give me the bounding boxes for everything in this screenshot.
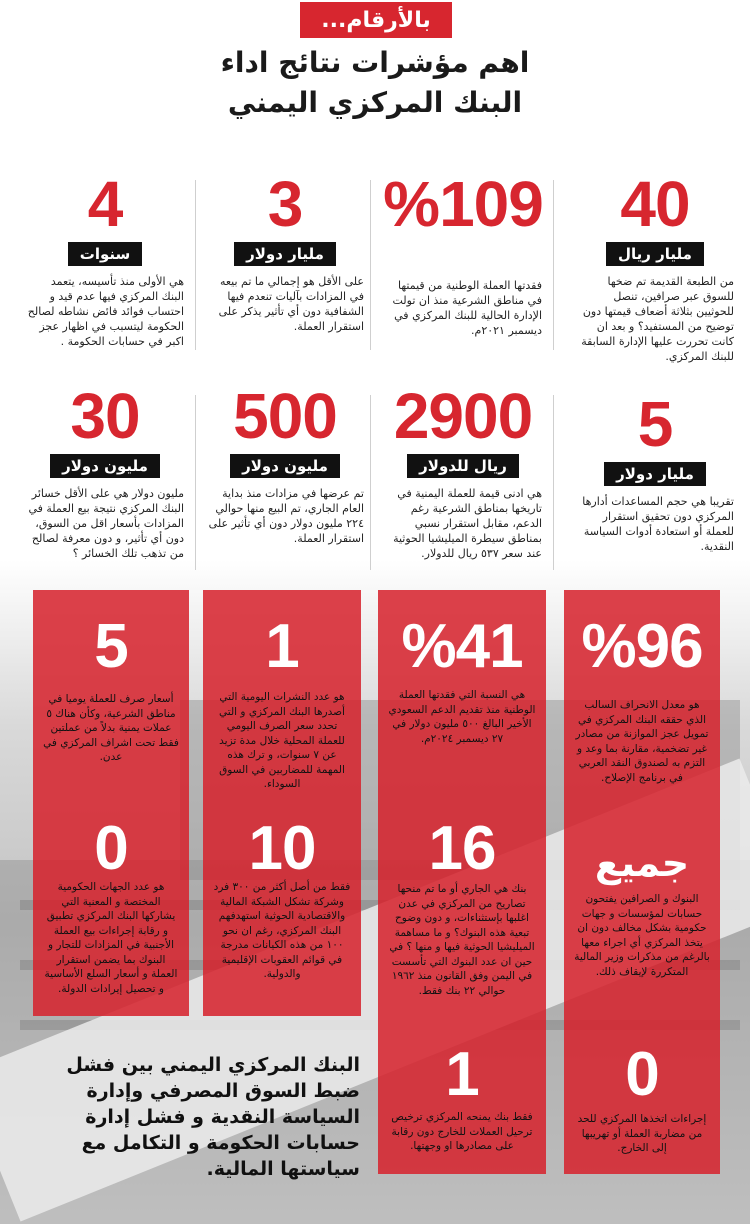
panel-description: هو عدد النشرات اليومية التي أصدرها البنك المركزي و التي تحدد سعر الصرف اليومي للعملة المحلية خلال مدة تزيد عن ٧ سنوات، و ترك هذه المهمة للمضاربين في السوق السوداء.: [219, 691, 345, 790]
stat-description: فقدتها العملة الوطنية من قيمتها في مناطق الشرعية منذ ان تولت الإدارة الحالية للبنك المركزي في ديسمبر ٢٠٢١م.: [392, 279, 542, 337]
stat-description: هي ادنى قيمة للعملة اليمنية في تاريخها بمناطق الشرعية رغم الدعم، مقابل استقرار نسبي بمناطق سيطرة الميليشيا الحوثية عند سعر ٥٣٧ ريال للدولار.: [393, 487, 542, 560]
stat-description: هي الأولى منذ تأسيسه، يتعمد البنك المركزي فيها عدم قيد و احتساب فوائد فائض نشاطه لصالح الحكومة ليتسبب في اظهار عجز اكبر في حسابات الحكومة .: [27, 275, 184, 348]
divider: [195, 395, 196, 570]
panel-value: 1: [445, 1040, 479, 1109]
panel-value: 0: [94, 814, 128, 883]
stat-card: [20, 168, 190, 349]
stat-value: 30: [70, 380, 140, 452]
stat-card: [378, 380, 548, 561]
stat-label: سنوات: [68, 242, 143, 266]
stat-value: %109: [383, 168, 543, 240]
divider: [370, 180, 371, 350]
stat-value: 5: [637, 388, 673, 460]
stat-value: 4: [87, 168, 123, 240]
panel-value: 1: [265, 612, 299, 681]
stat-description: من الطبعة القديمة تم ضخها للسوق عبر صرافين، تنصل للحوثيين بثلاثة أضعاف قيمتها دون توضيح من المستفيد؟ و بعد ان كانت تحررت عليها الإدارة السابقة للبنك المركزي.: [581, 275, 734, 363]
panel-description: أسعار صرف للعملة يوميا في مناطق الشرعية، وكأن هناك ٥ عملات يمنية بدلاً من عملتين فقط تحت اشراف المركزي في عدن.: [43, 693, 179, 763]
panel-description: فقط بنك يمنحه المركزي ترخيص ترحيل العملات للخارج دون رقابة على مصادرها او وجهتها.: [391, 1111, 533, 1152]
stat-card: [378, 168, 548, 338]
panel-value: %96: [581, 612, 703, 681]
stat-description: تقريبا هي حجم المساعدات أدارها المركزي دون تحقيق استقرار للعملة أو استعادة أدوات السياسة النقدية.: [582, 495, 734, 553]
stat-label: ريال للدولار: [407, 454, 519, 478]
panel-value: 10: [248, 814, 316, 883]
stat-card: [570, 168, 740, 364]
panel-description: هي النسبة التي فقدتها العملة الوطنية منذ تقديم الدعم السعودي الأخير البالغ ٥٠٠ مليون دولار في ٢٧ ديسمبر ٢٠٢٤م.: [388, 689, 536, 745]
stat-card: [200, 380, 370, 546]
stat-label: مليار دولار: [604, 462, 706, 486]
panel-description: بنك هي الجاري أو ما تم منحها تصاريح من المركزي في عدن اغلبها بإستثناءات، و دون وضوح تبعية هذه البنوك؟ و ما مساهمة الميليشيا الحوثية فيها و منها ؟ في حين ان عدد البنوك التي تأسست في اليمن وفق القانون منذ ١٩٦٢ حوالي ٢٢ بنك فقط.: [389, 883, 535, 997]
stat-card: [20, 380, 190, 561]
panel-value: %41: [401, 612, 523, 681]
stat-label: مليار ريال: [606, 242, 704, 266]
stat-label: مليون دولار: [50, 454, 160, 478]
stat-label: مليار دولار: [234, 242, 336, 266]
stat-value: 3: [267, 168, 303, 240]
stat-value: 2900: [393, 380, 533, 452]
divider: [553, 395, 554, 570]
stat-description: مليون دولار هي على الأقل خسائر البنك المركزي نتيجة بيع العملة في المزادات بأسعار اقل من السوق، دون أي تأثير، و دون معرفة لصالح من تذهب تلك الخسائر ؟: [28, 487, 184, 560]
summary-text: البنك المركزي اليمني بين فشل ضبط السوق المصرفي وإدارة السياسة النقدية و فشل إدارة حسابات الحكومة و التكامل مع سياستها المالية.: [66, 1054, 360, 1180]
stat-value: 500: [233, 380, 337, 452]
panel-value: 0: [625, 1040, 659, 1109]
divider: [370, 395, 371, 570]
panel-description: هو معدل الانحراف السالب الذي حققه البنك المركزي في تمويل عجز الموازنة من مصادر غير تضخمية، مقارنة بما وعد و التزم به لصندوق النقد العربي في برنامج الإصلاح.: [575, 699, 709, 784]
panel-value: 16: [428, 814, 496, 883]
panel-description: فقط من أصل أكثر من ٣٠٠ فرد وشركة تشكل الشبكة المالية والاقتصادية الحوثية استهدفهم البنك المركزي، رغم ان نحو ١٠٠ من هذه الكيانات مدرجة في قوائم العقوبات الإقليمية والدولية.: [213, 881, 351, 980]
panel-value: جميع: [594, 841, 690, 885]
panel-description: هو عدد الجهات الحكومية المختصة و المعنية التي يشاركها البنك المركزي تطبيق و رقابة إجراءات بيع العملة الأجنبية في المزادات للتجار و البنوك بما يضمن استقرار العملة و أسعار السلع الأساسية و تحصيل إيرادات الدولة.: [44, 881, 178, 995]
panel-description: البنوك و الصرافين يفتحون حسابات لمؤسسات و جهات حكومية بشكل مخالف دون ان يتخذ المركزي أي اجراء معها بالرغم من مذكرات وزير المالية المتكررة لإيقاف ذلك.: [574, 893, 710, 978]
stat-value: 40: [620, 168, 690, 240]
section-tag: بالأرقام...: [300, 2, 452, 38]
stat-label: مليون دولار: [230, 454, 340, 478]
divider: [553, 180, 554, 350]
stat-card: [570, 388, 740, 554]
page-title-line1: اهم مؤشرات نتائج اداء: [220, 46, 530, 79]
page-title-line2: البنك المركزي اليمني: [227, 86, 523, 119]
stat-description: تم عرضها في مزادات منذ بداية العام الجاري، تم البيع منها حوالي ٢٢٤ مليون دولار دون أي تأثير على استقرار العملة.: [208, 487, 364, 545]
stat-description: على الأقل هو إجمالي ما تم بيعه في المزادات بآليات تنعدم فيها الشفافية دون أي تأثير يذكر على استقرار العملة.: [218, 275, 364, 333]
divider: [195, 180, 196, 350]
stat-card: [200, 168, 370, 334]
panel-value: 5: [94, 612, 128, 681]
panel-description: إجراءات اتخذها المركزي للحد من مضاربة العملة أو تهريبها إلى الخارج.: [577, 1113, 707, 1154]
